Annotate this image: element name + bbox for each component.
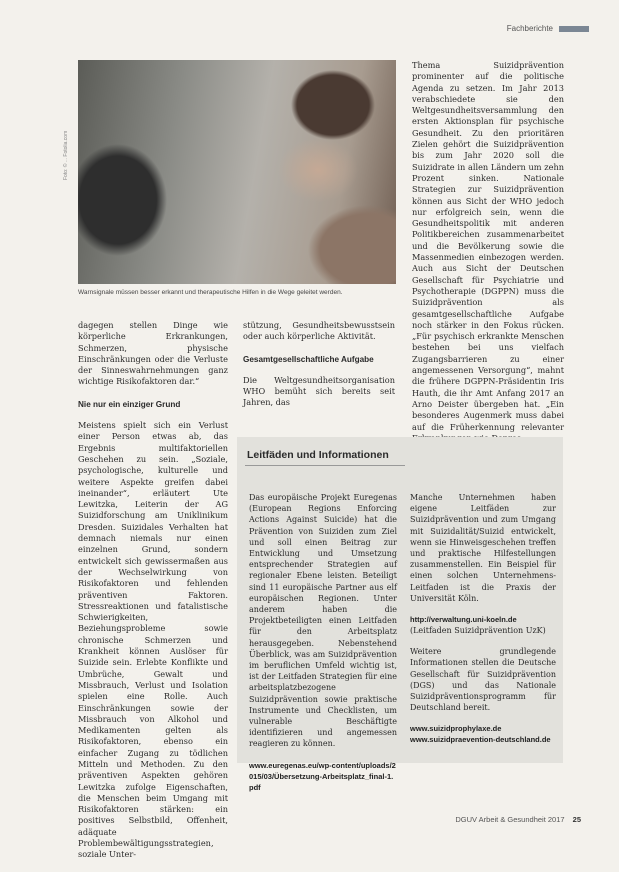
left-paragraph-1: dagegen stellen Dinge wie körperliche Erkrankungen, Schmerzen, physische Einschränkungen oder die Verluste der Sinneswahrnehmungen ganz wichtige Risikofaktoren dar.“ xyxy=(78,320,228,387)
right-paragraph: Thema Suizidprävention prominenter auf die politische Agenda zu setzen. Im Jahr 2013 verabschiedete sie den Weltgesundheitsversammlung den ersten Aktionsplan für psychische Gesundheit. Zu den prioritären Zielen gehört die Suizidprävention bis zum Jahr 2020 soll die Suizidrate in allen Ländern um zehn Prozent sinken. Nationale Strategien zur Suizidprävention können aus Sicht der WHO jedoch nur erfolgreich sein, wenn die Gesundheitspolitik mit anderen Politikbereichen zusammenarbeitet und die Bevölkerung sowie die Massenmedien einbezogen werden. Auch aus Sicht der Deutschen Gesellschaft für Psychiatrie und Psychotherapie (DGPPN) muss die Suizidprävention als gesamtgesellschaftliche Aufgabe noch stärker in den Fokus rücken. „Für psychisch erkrankte Menschen bestehen bei uns vielfach Zugangsbarrieren zu einer angemessenen Versorgung“, mahnt die frühere DGPPN-Präsidentin Iris Hauth, die ihr Amt Anfang 2017 an Arno Deister übergeben hat. „Ein besonderes Augenmerk muss dabei auf die Früherkennung relevanter xyxy=(412,60,564,432)
info-box-left-column xyxy=(249,492,397,793)
info-box-title: Leitfäden und Informationen xyxy=(247,449,389,461)
subheading-aufgabe: Gesamtgesellschaftliche Aufgabe xyxy=(243,354,374,364)
euregenas-link[interactable]: www.euregenas.eu/wp-content/uploads/2015/03/Übersetzung-Arbeitsplatz_final-1.pdf xyxy=(249,760,396,792)
section-label: Fachberichte xyxy=(507,24,589,33)
subheading-grund: Nie nur ein einziger Grund xyxy=(78,399,181,409)
middle-paragraph-1: stützung, Gesundheitsbewusstsein oder auch körperliche Aktivität. xyxy=(243,320,395,342)
info-box xyxy=(237,437,563,792)
middle-text-column xyxy=(243,320,395,420)
info-box-right-column xyxy=(410,492,556,745)
suizidprophylaxe-link[interactable]: www.suizidprophylaxe.de xyxy=(410,724,502,734)
suizidpraevention-link[interactable]: www.suizidpraevention-deutschland.de xyxy=(410,735,551,745)
left-text-column xyxy=(78,320,228,872)
info-left-paragraph: Das europäische Projekt Euregenas (European Regions Enforcing Actions Against Suicide) hat die Prävention von Suiziden zum Ziel und soll einen Beitrag zur Entwicklung und Umsetzung entsprechender Strategien auf regionaler Ebene leisten. Beteiligt sind 11 europäische Partner aus elf europäischen Regionen. Unter anderem haben die Projektbeteiligten einen Leitfaden für den Arbeitsplatz herausgegeben. Nebenstehend Überblick, was am Suizidprävention im beruflichen Umfeld wichtig ist, ist der Leitfaden Strategien für eine arbeitsplatzbezogene Suizidprävention sowie praktische Instrumente und Checklisten, um vulnerable Beschäftigte identifizieren und angemessen reagieren zu können. xyxy=(249,493,397,749)
article-photo xyxy=(78,60,396,284)
right-text-column xyxy=(412,60,564,455)
left-paragraph-2: Meistens spielt sich ein Verlust einer Person etwas ab, das Ergebnis multifaktoriellen Geschehen zu sein. „Soziale, psychologische, kulturelle und weitere Aspekte greifen dabei ineinander“, erläutert Ute Lewitzka, Leiterin der AG Suizidforschung am Uniklinikum Dresden. Suizidales Verhalten hat demnach niemals nur einen einzelnen Grund, sondern entwickelt sich gewissermaßen aus der Wechselwirkung von Risikofaktoren und fehlenden präventiven Faktoren. Stressreaktionen und fatalistische Schwierigkeiten, Beziehungsprobleme sowie chronische Schmerzen und Krankheit können Auslöser für Suizide sein. Erlebte Konflikte und Umbrüche, Gewalt und Missbrauch, Verlust und Isolation spielen eine Rolle. Auch Einschränkungen sowie der Missbrauch von Alkohol und Medikamenten gelten als Risikofaktoren, ebenso ein einfacher Zugang zu tödlichen Mitteln und Methoden. Zu den präventiven Aspekten gehören Lewitzka zufolge Eigenschaften, die Menschen beim Umgang mit Risikofaktoren stärken: ein positives Selbstbild, Offenheit, adäquate Problembewältigungsstrategien, soziale Unter- xyxy=(78,420,228,860)
photo-caption: Warnsignale müssen besser erkannt und therapeutische Hilfen in die Wege geleitet werden. xyxy=(78,289,343,296)
page-footer xyxy=(455,815,581,824)
info-right-paragraph-2: Weitere grundlegende Informationen stellen die Deutsche Gesellschaft für Suizidprävention (DGS) und das Nationale Suizidpräventionsprogramm für Deutschland bereit. xyxy=(410,647,556,713)
uni-koeln-link[interactable]: http://verwaltung.uni-koeln.de xyxy=(410,615,517,625)
photo-credit: Foto: © ... Fotolia.com xyxy=(63,130,69,180)
publication-name: DGUV Arbeit & Gesundheit 2017 xyxy=(455,815,565,824)
info-box-divider xyxy=(245,465,405,466)
info-right-paragraph-1: Manche Unternehmen haben eigene Leitfäden zur Suizidprävention und zum Umgang mit Suizidalität/Suizid entwickelt, wenn sie Hinweisgeschehen treffen und praktische Hilfestellungen zusammenstellen. Ein Beispiel für einen solchen Unternehmens-Leitfaden ist die Praxis der Universität Köln. xyxy=(410,493,556,603)
middle-paragraph-2: Die Weltgesundheitsorganisation WHO bemüht sich bereits seit Jahren, das xyxy=(243,374,395,408)
uni-koeln-link-note: (Leitfaden Suizidprävention UzK) xyxy=(410,626,546,636)
page-number: 25 xyxy=(572,815,581,824)
